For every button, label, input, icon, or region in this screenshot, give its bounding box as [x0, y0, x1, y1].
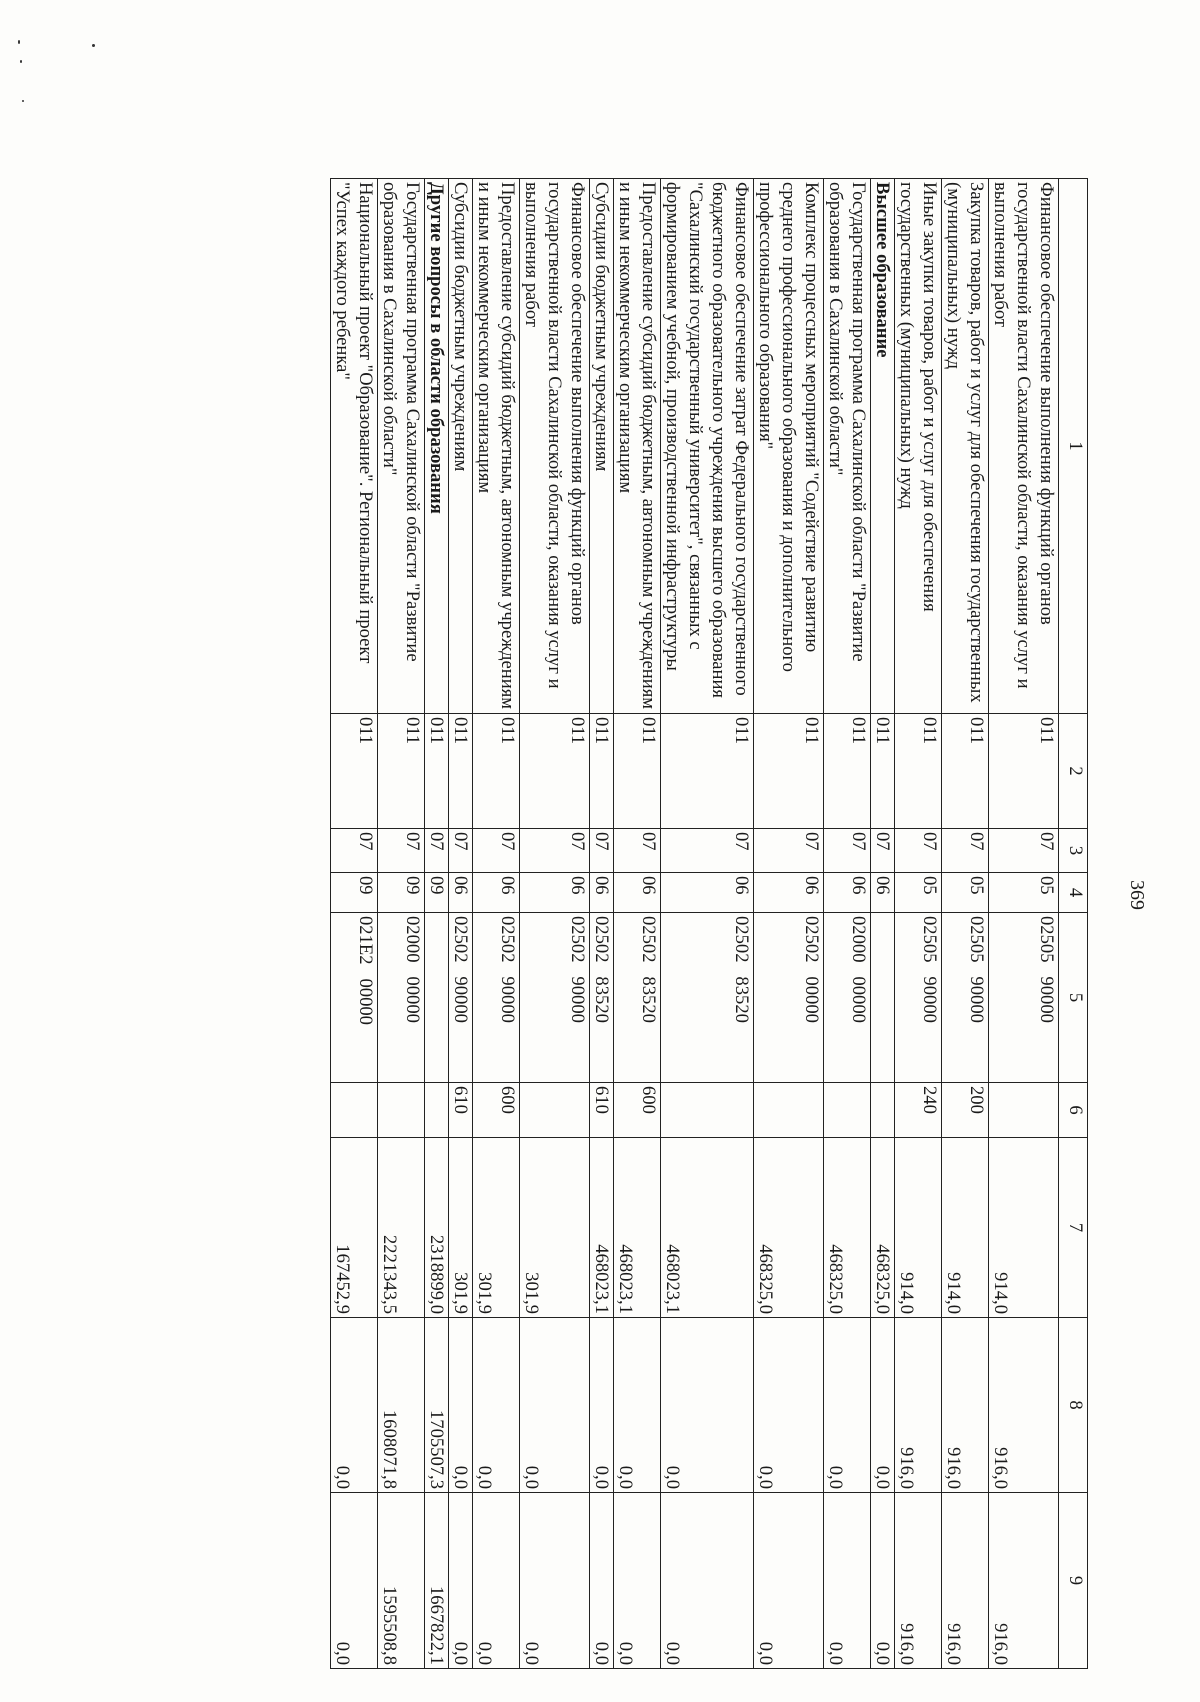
expense-type-cell: 600	[473, 1083, 520, 1138]
target-article-cell	[425, 913, 449, 1083]
amount-2024-cell: 0,0	[824, 1493, 871, 1669]
amount-2024-cell: 0,0	[331, 1493, 378, 1669]
amount-2024-cell: 1667822,1	[425, 1493, 449, 1669]
table-row	[473, 179, 520, 1669]
column-header-1: 1	[1059, 179, 1088, 714]
column-header-3: 3	[1059, 829, 1088, 873]
expense-type-cell: 240	[895, 1083, 942, 1138]
amount-2024-cell: 0,0	[754, 1493, 824, 1669]
amount-2022-cell: 2221343,5	[378, 1138, 425, 1318]
expense-type-cell	[989, 1083, 1059, 1138]
amount-2024-cell: 0,0	[449, 1493, 473, 1669]
column-header-6: 6	[1059, 1083, 1088, 1138]
amount-2022-cell: 914,0	[895, 1138, 942, 1318]
target-article-cell: 02505 90000	[895, 913, 942, 1083]
subsection-cell: 09	[378, 873, 425, 913]
amount-2024-cell: 1595508,8	[378, 1493, 425, 1669]
section-cell: 07	[520, 829, 590, 873]
amount-2024-cell: 916,0	[989, 1493, 1059, 1669]
table-row	[824, 179, 871, 1669]
amount-2023-cell: 0,0	[473, 1318, 520, 1493]
target-article-cell: 02502 90000	[520, 913, 590, 1083]
name-cell: Иные закупки товаров, работ и услуг для обеспечения государственных (муниципальных) нужд	[895, 179, 942, 714]
expense-type-cell: 600	[614, 1083, 661, 1138]
name-cell: Предоставление субсидий бюджетным, автономным учреждениям и иным некоммерческим организациям	[614, 179, 661, 714]
subsection-cell: 09	[331, 873, 378, 913]
target-article-cell: 02502 90000	[473, 913, 520, 1083]
table-row	[425, 179, 449, 1669]
amount-2023-cell: 0,0	[449, 1318, 473, 1493]
amount-2024-cell: 0,0	[661, 1493, 754, 1669]
target-article-cell: 02000 00000	[824, 913, 871, 1083]
amount-2022-cell: 914,0	[942, 1138, 989, 1318]
name-cell: Субсидии бюджетным учреждениям	[449, 179, 473, 714]
target-article-cell: 02505 90000	[942, 913, 989, 1083]
ministry-code-cell: 011	[473, 714, 520, 829]
amount-2022-cell: 2318899,0	[425, 1138, 449, 1318]
ministry-code-cell: 011	[425, 714, 449, 829]
amount-2022-cell: 468023,1	[590, 1138, 614, 1318]
amount-2022-cell: 468023,1	[614, 1138, 661, 1318]
amount-2023-cell: 0,0	[824, 1318, 871, 1493]
ministry-code-cell: 011	[331, 714, 378, 829]
amount-2023-cell: 0,0	[614, 1318, 661, 1493]
table-row	[590, 179, 614, 1669]
ministry-code-cell: 011	[378, 714, 425, 829]
ministry-code-cell: 011	[520, 714, 590, 829]
column-header-8: 8	[1059, 1318, 1088, 1493]
target-article-cell: 02502 90000	[449, 913, 473, 1083]
budget-table-rotated	[158, 178, 1088, 1668]
name-cell: Закупка товаров, работ и услуг для обеспечения государственных (муниципальных) нужд	[942, 179, 989, 714]
expense-type-cell	[871, 1083, 895, 1138]
ministry-code-cell: 011	[614, 714, 661, 829]
table-row	[520, 179, 590, 1669]
name-cell: Высшее образование	[871, 179, 895, 714]
name-cell: Национальный проект "Образование". Региональный проект "Успех каждого ребенка"	[331, 179, 378, 714]
column-header-2: 2	[1059, 714, 1088, 829]
section-cell: 07	[590, 829, 614, 873]
section-cell: 07	[895, 829, 942, 873]
table-row	[331, 179, 378, 1669]
amount-2022-cell: 301,9	[449, 1138, 473, 1318]
expense-type-cell	[425, 1083, 449, 1138]
amount-2023-cell: 1705507,3	[425, 1318, 449, 1493]
name-cell: Субсидии бюджетным учреждениям	[590, 179, 614, 714]
section-cell: 07	[378, 829, 425, 873]
expense-type-cell	[661, 1083, 754, 1138]
amount-2023-cell: 0,0	[331, 1318, 378, 1493]
ministry-code-cell: 011	[942, 714, 989, 829]
section-cell: 07	[449, 829, 473, 873]
expense-type-cell	[520, 1083, 590, 1138]
subsection-cell: 06	[824, 873, 871, 913]
subsection-cell: 06	[614, 873, 661, 913]
budget-table	[330, 178, 1088, 1669]
table-row	[754, 179, 824, 1669]
subsection-cell: 06	[754, 873, 824, 913]
amount-2022-cell: 468325,0	[754, 1138, 824, 1318]
subsection-cell: 05	[895, 873, 942, 913]
amount-2024-cell: 0,0	[590, 1493, 614, 1669]
name-cell: Комплекс процессных мероприятий "Содействие развитию среднего профессионального образования и дополнительного профессионального образования"	[754, 179, 824, 714]
ministry-code-cell: 011	[661, 714, 754, 829]
amount-2023-cell: 0,0	[590, 1318, 614, 1493]
target-article-cell: 021E2 00000	[331, 913, 378, 1083]
amount-2022-cell: 914,0	[989, 1138, 1059, 1318]
amount-2024-cell: 0,0	[473, 1493, 520, 1669]
amount-2023-cell: 0,0	[520, 1318, 590, 1493]
amount-2024-cell: 916,0	[942, 1493, 989, 1669]
ministry-code-cell: 011	[590, 714, 614, 829]
ministry-code-cell: 011	[754, 714, 824, 829]
target-article-cell: 02502 00000	[754, 913, 824, 1083]
column-header-4: 4	[1059, 873, 1088, 913]
amount-2022-cell: 167452,9	[331, 1138, 378, 1318]
target-article-cell: 02000 00000	[378, 913, 425, 1083]
name-cell: Государственная программа Сахалинской области "Развитие образования в Сахалинской области"	[824, 179, 871, 714]
column-header-9: 9	[1059, 1493, 1088, 1669]
amount-2022-cell: 468325,0	[871, 1138, 895, 1318]
section-cell: 07	[989, 829, 1059, 873]
name-cell: Финансовое обеспечение выполнения функций органов государственной власти Сахалинской области, оказания услуг и выполнения работ	[520, 179, 590, 714]
table-row	[614, 179, 661, 1669]
expense-type-cell: 200	[942, 1083, 989, 1138]
amount-2024-cell: 0,0	[614, 1493, 661, 1669]
section-cell: 07	[661, 829, 754, 873]
section-cell: 07	[331, 829, 378, 873]
name-cell: Финансовое обеспечение затрат Федерального государственного бюджетного образовательного учреждения высшего образования "Сахалинский государственный университет", связанных с формированием учебной, производственной инфраструктуры	[661, 179, 754, 714]
target-article-cell: 02502 83520	[661, 913, 754, 1083]
amount-2022-cell: 301,9	[473, 1138, 520, 1318]
amount-2022-cell: 468023,1	[661, 1138, 754, 1318]
amount-2023-cell: 916,0	[895, 1318, 942, 1493]
target-article-cell	[871, 913, 895, 1083]
subsection-cell: 05	[942, 873, 989, 913]
section-cell: 07	[473, 829, 520, 873]
expense-type-cell	[824, 1083, 871, 1138]
amount-2023-cell: 0,0	[754, 1318, 824, 1493]
subsection-cell: 06	[871, 873, 895, 913]
name-cell: Государственная программа Сахалинской области "Развитие образования в Сахалинской области"	[378, 179, 425, 714]
header-row	[1059, 179, 1088, 1669]
table-row	[989, 179, 1059, 1669]
section-cell: 07	[754, 829, 824, 873]
expense-type-cell: 610	[449, 1083, 473, 1138]
page-number: 369	[1126, 880, 1148, 910]
subsection-cell: 06	[449, 873, 473, 913]
ministry-code-cell: 011	[824, 714, 871, 829]
subsection-cell: 06	[473, 873, 520, 913]
subsection-cell: 06	[520, 873, 590, 913]
name-cell: Другие вопросы в области образования	[425, 179, 449, 714]
ministry-code-cell: 011	[989, 714, 1059, 829]
table-body	[331, 179, 1059, 1669]
amount-2022-cell: 301,9	[520, 1138, 590, 1318]
table-row	[661, 179, 754, 1669]
table-row	[871, 179, 895, 1669]
amount-2023-cell: 1608071,8	[378, 1318, 425, 1493]
amount-2022-cell: 468325,0	[824, 1138, 871, 1318]
table-row	[895, 179, 942, 1669]
target-article-cell: 02505 90000	[989, 913, 1059, 1083]
amount-2023-cell: 916,0	[942, 1318, 989, 1493]
section-cell: 07	[425, 829, 449, 873]
amount-2023-cell: 916,0	[989, 1318, 1059, 1493]
table-row	[942, 179, 989, 1669]
subsection-cell: 06	[661, 873, 754, 913]
amount-2024-cell: 916,0	[895, 1493, 942, 1669]
section-cell: 07	[824, 829, 871, 873]
table-row	[378, 179, 425, 1669]
amount-2024-cell: 0,0	[520, 1493, 590, 1669]
subsection-cell: 05	[989, 873, 1059, 913]
name-cell: Финансовое обеспечение выполнения функций органов государственной власти Сахалинской области, оказания услуг и выполнения работ	[989, 179, 1059, 714]
section-cell: 07	[614, 829, 661, 873]
target-article-cell: 02502 83520	[590, 913, 614, 1083]
ministry-code-cell: 011	[871, 714, 895, 829]
amount-2023-cell: 0,0	[871, 1318, 895, 1493]
ministry-code-cell: 011	[449, 714, 473, 829]
amount-2023-cell: 0,0	[661, 1318, 754, 1493]
expense-type-cell: 610	[590, 1083, 614, 1138]
expense-type-cell	[378, 1083, 425, 1138]
amount-2024-cell: 0,0	[871, 1493, 895, 1669]
target-article-cell: 02502 83520	[614, 913, 661, 1083]
column-header-7: 7	[1059, 1138, 1088, 1318]
expense-type-cell	[331, 1083, 378, 1138]
section-cell: 07	[871, 829, 895, 873]
name-cell: Предоставление субсидий бюджетным, автономным учреждениям и иным некоммерческим организациям	[473, 179, 520, 714]
section-cell: 07	[942, 829, 989, 873]
subsection-cell: 06	[590, 873, 614, 913]
ministry-code-cell: 011	[895, 714, 942, 829]
subsection-cell: 09	[425, 873, 449, 913]
table-row	[449, 179, 473, 1669]
column-header-5: 5	[1059, 913, 1088, 1083]
expense-type-cell	[754, 1083, 824, 1138]
